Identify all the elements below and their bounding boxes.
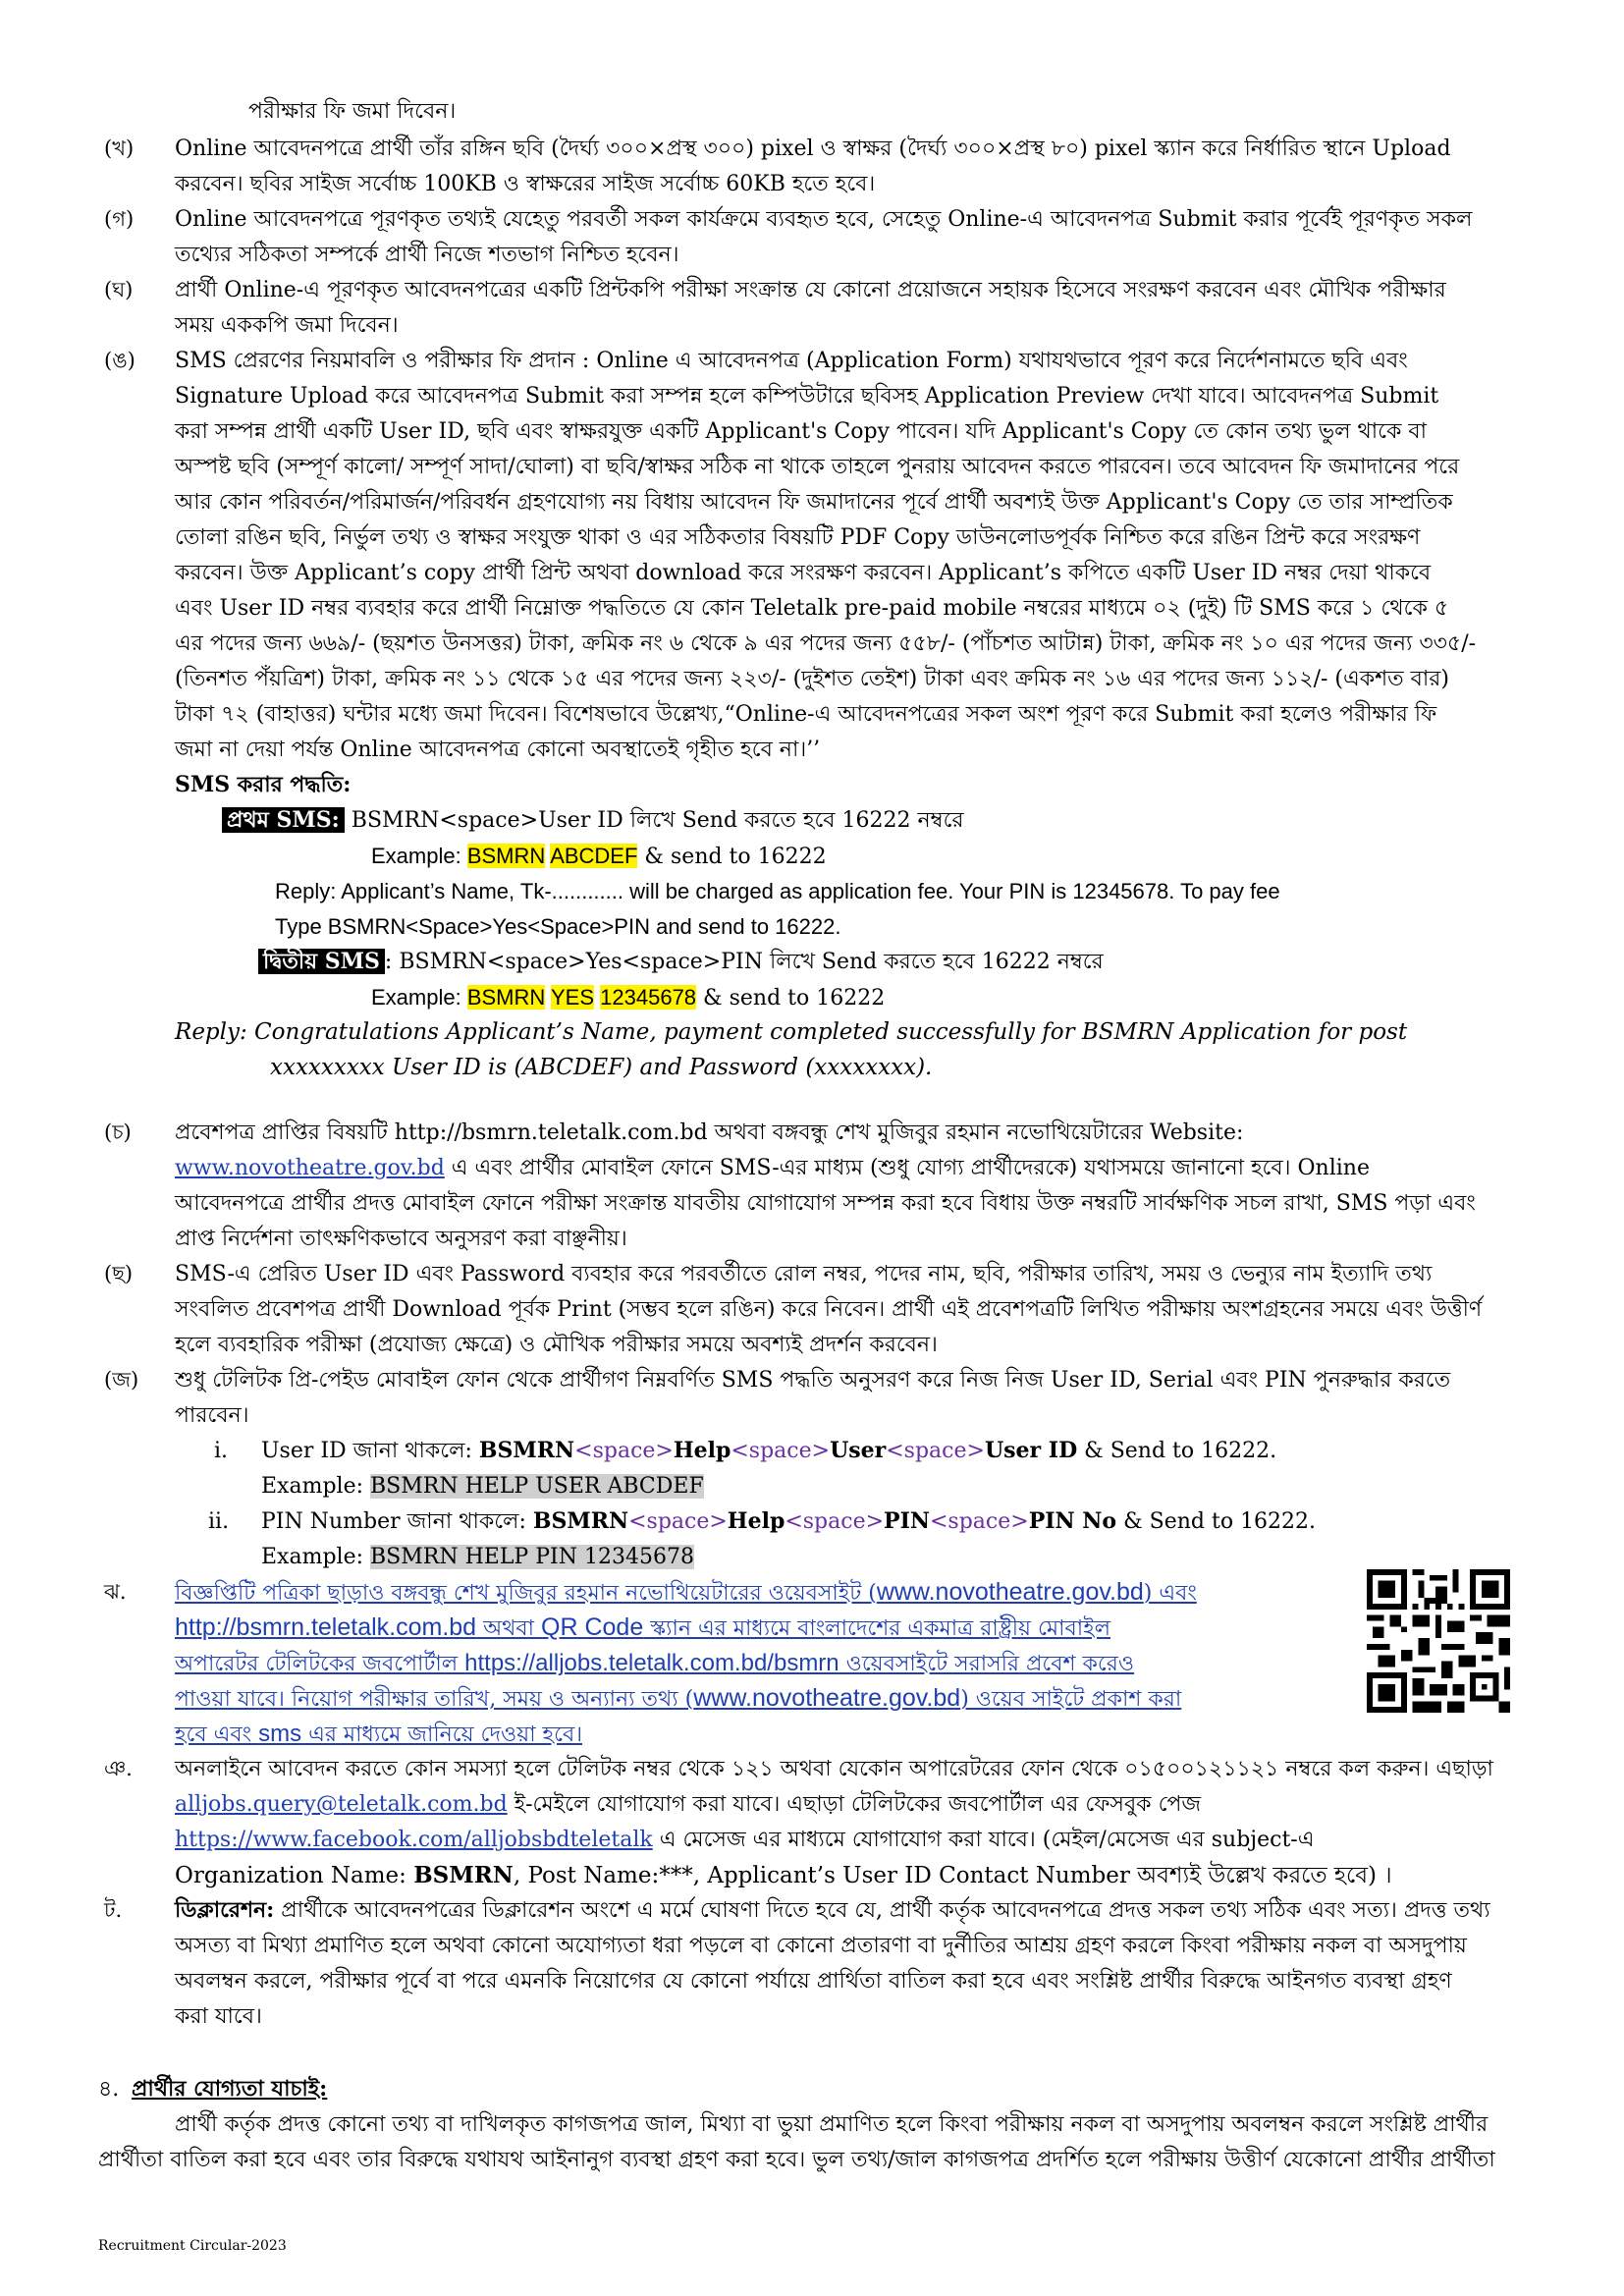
retrieve-user-id-text: User ID জানা থাকলে: xyxy=(261,1439,479,1463)
second-sms-reply-line-1: Reply: Congratulations Applicant’s Name, payment completed successfully for BSMRN Application for post xyxy=(175,1019,1408,1045)
item-jha-text: পাওয়া যাবে। নিয়োগ পরীক্ষার তারিখ, সময় ও অন্যান্য তথ্য ( xyxy=(175,1687,694,1712)
cmd-user: User xyxy=(830,1438,887,1463)
item-kha-line-1: Online আবেদনপত্রে প্রার্থী তাঁর রঙ্গিন ছবি (দৈর্ঘ্য ৩০০×প্রস্থ ৩০০) pixel ও স্বাক্ষর (দৈর্ঘ্য ৩০০×প্রস্থ ৮০) pixel স্ক্যান করে নির্ধারিত স্থানে Upload xyxy=(175,137,1451,161)
item-cha-line-2-text: এ এবং প্রার্থীর মোবাইল ফোনে SMS-এর মাধ্যম (শুধু যোগ্য প্রার্থীদেরকে) যথাসময়ে জানানো হবে। Online xyxy=(444,1156,1370,1180)
item-uma-line: (তিনশত পঁয়ত্রিশ) টাকা, ক্রমিক নং ১১ থেকে ১৫ এর পদের জন্য ২২৩/- (দুইশত তেইশ) টাকা এবং ক্রমিক নং ১৬ এর পদের জন্য ১১২/- (একশত বার) xyxy=(175,667,1449,691)
space-tag: <space> xyxy=(929,1509,1029,1534)
item-chha-line-2: সংবলিত প্রবেশপত্র প্রার্থী Download পূর্বক Print (সম্ভব হলে রঙিন) করে নিবেন। প্রার্থী এই প্রবেশপত্রটি লিখিত পরীক্ষায় অংশগ্রহনের সময়ে এবং উত্তীর্ণ xyxy=(175,1297,1483,1322)
item-jha-text: স্ক্যান এর মাধ্যমে বাংলাদেশের একমাত্র রাষ্ট্রীয় মোবাইল xyxy=(643,1616,1110,1641)
item-kha-line-2: করবেন। ছবির সাইজ সর্বোচ্চ 100KB ও স্বাক্ষরের সাইজ সর্বোচ্চ 60KB হতে হবে। xyxy=(175,172,876,196)
retrieve-user-id-line xyxy=(261,1434,1518,1468)
item-uma-line: করবেন। উক্ত Applicant’s copy প্রার্থী প্রিন্ট অথবা download করে সংরক্ষণ করবেন। Applicant’s কপিতে একটি User ID নম্বর দেয়া থাকবে xyxy=(175,561,1432,585)
list-number-i: i. xyxy=(214,1439,229,1463)
item-gha-line-1: প্রার্থী Online-এ পূরণকৃত আবেদনপত্রের একটি প্রিন্টকপি পরীক্ষা সংক্রান্ত যে কোনো প্রয়োজনে সহায়ক হিসেবে সংরক্ষণ করবেন এবং মৌখিক পরীক্ষার xyxy=(175,278,1446,302)
item-jha-text: অপারেটর টেলিটকের জবপোর্টাল xyxy=(175,1652,465,1676)
item-uma-line: এর পদের জন্য ৬৬৯/- (ছয়শত উনসত্তর) টাকা, ক্রমিক নং ৬ থেকে ৯ এর পদের জন্য ৫৫৮/- (পাঁচশত আটান্ন) টাকা, ক্রমিক নং ১০ এর পদের জন্য ৩৩৫/- xyxy=(175,631,1477,656)
item-uma-line: আর কোন পরিবর্তন/পরিমার্জন/পরিবর্ধন গ্রহণযোগ্য নয় বিধায় আবেদন ফি জমাদানের পূর্বে প্রার্থী অবশ্যই উক্ত Applicant's Copy তে তার সাম্প্রতিক xyxy=(175,490,1453,515)
item-jha-text: হবে এবং xyxy=(175,1722,259,1747)
item-nya-line-2 xyxy=(175,1787,1522,1822)
item-jha-line-5 xyxy=(175,1717,1353,1752)
item-ga-line-2: তথ্যের সঠিকতা সম্পর্কে প্রার্থী নিজে শতভাগ নিশ্চিত হবেন। xyxy=(175,243,679,267)
item-uma-line: এবং User ID নম্বর ব্যবহার করে প্রার্থী নিম্নোক্ত পদ্ধতিতে যে কোন Teletalk pre-paid mobile নম্বরের মাধ্যমে ০২ (দুই) টি SMS করে ১ থেকে ৫ xyxy=(175,596,1449,621)
item-ta-text: প্রার্থীকে আবেদনপত্রের ডিক্লারেশন অংশে এ মর্মে ঘোষণা দিতে হবে যে, প্রার্থী কর্তৃক আবেদনপত্রে প্রদত্ত সকল তথ্য সঠিক এবং সত্য। প্রদত্ত তথ্য xyxy=(274,1898,1490,1923)
first-sms-text: BSMRN<space>User ID লিখে Send করতে হবে 16222 নম্বরে xyxy=(344,808,964,833)
item-jha-line-4 xyxy=(175,1681,1353,1717)
space-tag: <space> xyxy=(731,1439,831,1463)
item-cha-line-1: প্রবেশপত্র প্রাপ্তির বিষয়টি http://bsmrn.teletalk.com.bd অথবা বঙ্গবন্ধু শেখ মুজিবুর রহমান নভোথিয়েটারের Website: xyxy=(175,1121,1244,1145)
item-chha-line-1: SMS-এ প্রেরিত User ID এবং Password ব্যবহার করে পরবর্তীতে রোল নম্বর, পদের নাম, ছবি, পরীক্ষার তারিখ, সময় ও ভেন্যুর নাম ইত্যাদি তথ্য xyxy=(175,1262,1433,1286)
example-label: Example: xyxy=(261,1545,370,1569)
item-nya-text: ই-মেইলে যোগাযোগ করা যাবে। এছাড়া টেলিটকের জবপোর্টাল এর ফেসবুক পেজ xyxy=(507,1792,1202,1817)
novotheatre-link[interactable]: www.novotheatre.gov.bd xyxy=(175,1156,445,1180)
example-yes: YES xyxy=(551,985,595,1010)
item-jha-line-3 xyxy=(175,1646,1353,1681)
retrieve-pin-line xyxy=(261,1504,1518,1539)
example-value: BSMRN HELP PIN 12345678 xyxy=(370,1545,694,1569)
item-jha-text: ) এবং xyxy=(1143,1581,1197,1606)
first-sms-reply-line-2: Type BSMRN<Space>Yes<Space>PIN and send to 16222. xyxy=(275,914,841,939)
example-label: Example: xyxy=(371,844,467,868)
first-sms-tag: প্রথম SMS: xyxy=(222,807,345,833)
item-nya-line-4 xyxy=(175,1858,1522,1893)
item-gha-line-2: সময় এককপি জমা দিবেন। xyxy=(175,313,399,338)
item-nya-text: এ মেসেজ এর মাধ্যমে যোগাযোগ করা যাবে। (মেইল/মেসেজ এর subject-এ xyxy=(652,1828,1315,1852)
item-ta-line-1 xyxy=(175,1893,1522,1928)
item-ta-line-2: অসত্য বা মিথ্যা প্রমাণিত হলে অথবা কোনো অযোগ্যতা ধরা পড়লে বা কোনো প্রতারণা বা দুর্নীতির আশ্রয় গ্রহণ করলে কিংবা পরীক্ষায় নকল বা অসদুপায় xyxy=(175,1934,1467,1958)
novotheatre-link[interactable]: www.novotheatre.gov.bd xyxy=(693,1684,961,1712)
item-uma-line: টাকা ৭২ (বাহাত্তর) ঘন্টার মধ্যে জমা দিবেন। বিশেষভাবে উল্লেখ্য,“Online-এ আবেদনপত্রের সকল অংশ পূরণ করে Submit করা হলেও পরীক্ষার ফি xyxy=(175,702,1437,727)
qr-code-text: QR Code xyxy=(541,1613,644,1641)
item-ja-line-1: শুধু টেলিটক প্রি-পেইড মোবাইল ফোন থেকে প্রার্থীগণ নিম্নবর্ণিত SMS পদ্ধতি অনুসরণ করে নিজ নিজ User ID, Serial এবং PIN পুনরুদ্ধার করতে xyxy=(175,1368,1451,1393)
cmd-help: Help xyxy=(673,1438,731,1463)
example-keyword: BSMRN xyxy=(466,844,546,868)
section-heading: প্রার্থীর যোগ্যতা যাচাই: xyxy=(132,2076,328,2102)
page-footer: Recruitment Circular-2023 xyxy=(98,2238,287,2254)
item-label-uma: (ঙ) xyxy=(104,349,135,372)
item-uma-line: করা সম্পন্ন প্রার্থী একটি User ID, ছবি এবং স্বাক্ষরযুক্ত একটি Applicant's Copy পাবেন। যদি Applicant's Copy তে কোন তথ্য ভুল থাকে বা xyxy=(175,419,1428,444)
list-number-ii: ii. xyxy=(208,1509,230,1534)
item-label-cha: (চ) xyxy=(104,1121,132,1144)
cmd-help: Help xyxy=(727,1508,785,1534)
item-ta-line-3: অবলম্বন করলে, পরীক্ষার পূর্বে বা পরে এমনকি নিয়োগের যে কোনো পর্যায়ে প্রার্থিতা বাতিল করা হবে এবং সংশ্লিষ্ট প্রার্থীর বিরুদ্ধে আইনগত ব্যবস্থা গ্রহণ xyxy=(175,1969,1452,1994)
item-label-kha: (খ) xyxy=(104,137,135,160)
item-uma-line: SMS প্রেরণের নিয়মাবলি ও পরীক্ষার ফি প্রদান : Online এ আবেদনপত্র (Application Form) যথাযথভাবে পূরণ করে নির্দেশনামতে ছবি এবং xyxy=(175,349,1408,373)
teletalk-bsmrn-link[interactable]: http://bsmrn.teletalk.com.bd xyxy=(175,1613,477,1641)
second-sms-text: : BSMRN<space>Yes<space>PIN লিখে Send করতে হবে 16222 নম্বরে xyxy=(384,950,1104,974)
example-tail: & send to 16222 xyxy=(637,845,827,869)
item-uma-line: অস্পষ্ট ছবি (সম্পূর্ণ কালো/ সম্পূর্ণ সাদা/ঘোলা) বা ছবি/স্বাক্ষর সঠিক না থাকে তাহলে পুনরায় আবেদন করতে পারবেন। তবে আবেদন ফি জমাদানের পরে xyxy=(175,455,1460,479)
section-4-line-2: প্রার্থীতা বাতিল করা হবে এবং তার বিরুদ্ধে যথাযথ আইনানুগ ব্যবস্থা গ্রহণ করা হবে। ভুল তথ্য/জাল কাগজপত্র প্রদর্শিত হলে পরীক্ষায় উত্তীর্ণ যেকোনো প্রার্থীর প্রার্থীতা xyxy=(98,2148,1495,2172)
second-sms-example xyxy=(371,980,1624,1015)
space-tag: <space> xyxy=(886,1439,985,1463)
qr-code-image[interactable] xyxy=(1367,1569,1510,1713)
item-jha-text: ওয়েবসাইটে সরাসরি প্রবেশ করেও xyxy=(839,1652,1135,1676)
section-number: ৪. xyxy=(98,2077,120,2102)
example-label: Example: xyxy=(371,985,467,1010)
space-tag: <space> xyxy=(785,1509,885,1534)
space-tag: <space> xyxy=(574,1439,674,1463)
first-sms-example xyxy=(371,839,1624,874)
second-sms-tag: দ্বিতীয় SMS xyxy=(258,949,385,974)
item-uma-line: Signature Upload করে আবেদনপত্র Submit করা সম্পন্ন হলে কম্পিউটারে ছবিসহ Application Preview দেখা যাবে। আবেদনপত্র Submit xyxy=(175,384,1439,409)
example-tail: & send to 16222 xyxy=(696,986,886,1011)
item-ta-line-4: করা যাবে। xyxy=(175,2004,262,2029)
item-nya-text: Organization Name: xyxy=(175,1863,414,1888)
cmd-keyword: BSMRN xyxy=(532,1508,629,1534)
example-label: Example: xyxy=(261,1474,370,1499)
cmd-tail: & Send to 16222. xyxy=(1116,1509,1317,1534)
item-cha-line-2 xyxy=(175,1151,1522,1185)
sms-method-heading: SMS করার পদ্ধতি: xyxy=(175,772,352,797)
alljobs-bsmrn-link[interactable]: https://alljobs.teletalk.com.bd/bsmrn xyxy=(464,1650,839,1676)
item-nya-line-1: অনলাইনে আবেদন করতে কোন সমস্যা হলে টেলিটক নম্বর থেকে ১২১ অথবা যেকোন অপারেটরের ফোন থেকে ০১৫০০১২১১২১ নম্বরে কল করুন। এছাড়া xyxy=(175,1757,1493,1781)
item-jha-line-2 xyxy=(175,1611,1353,1646)
example-value: BSMRN HELP USER ABCDEF xyxy=(370,1474,704,1499)
second-sms-line xyxy=(258,945,1605,979)
facebook-link[interactable]: https://www.facebook.com/alljobsbdteletalk xyxy=(175,1828,653,1852)
item-cha-line-3: আবেদনপত্রে প্রার্থীর প্রদত্ত মোবাইল ফোনে পরীক্ষা সংক্রান্ত যাবতীয় যোগাযোগ সম্পন্ন করা হবে বিধায় উক্ত নম্বরটি সার্বক্ষণিক সচল রাখা, SMS পড়া এবং xyxy=(175,1191,1476,1216)
section-4-line-1: প্রার্থী কর্তৃক প্রদত্ত কোনো তথ্য বা দাখিলকৃত কাগজপত্র জাল, মিথ্যা বা ভুয়া প্রমাণিত হলে কিংবা পরীক্ষায় নকল বা অসদুপায় অবলম্বন করলে সংশ্লিষ্ট প্রার্থীর xyxy=(175,2112,1489,2137)
item-nya-text: , Post Name:***, Applicant’s User ID Contact Number অবশ্যই উল্লেখ করতে হবে) । xyxy=(513,1863,1392,1888)
second-sms-reply-line-2: xxxxxxxxx User ID is (ABCDEF) and Password (xxxxxxxx). xyxy=(270,1055,933,1080)
item-label-gha: (ঘ) xyxy=(104,278,134,301)
novotheatre-link[interactable]: www.novotheatre.gov.bd xyxy=(876,1578,1144,1606)
item-label-nya: ঞ. xyxy=(104,1757,133,1780)
item-label-jha: ঝ. xyxy=(104,1580,127,1604)
item-label-ta: ট. xyxy=(104,1898,123,1922)
item-cha-line-4: প্রাপ্ত নির্দেশনা তাৎক্ষণিকভাবে অনুসরণ করা বাঞ্ছনীয়। xyxy=(175,1227,627,1251)
item-uma-line: জমা না দেয়া পর্যন্ত Online আবেদনপত্র কোনো অবস্থাতেই গৃহীত হবে না।’’ xyxy=(175,738,821,762)
retrieve-user-id-example xyxy=(261,1469,1608,1503)
item-label-ja: (জ) xyxy=(104,1368,139,1392)
example-keyword: BSMRN xyxy=(466,985,546,1010)
first-sms-reply-line-1: Reply: Applicant’s Name, Tk-............ will be charged as application fee. Your PIN is 12345678. To pay fee xyxy=(275,879,1280,903)
example-pin: 12345678 xyxy=(600,985,697,1010)
cmd-keyword: BSMRN xyxy=(478,1438,575,1463)
item-jha-text: ) ওয়েব সাইটে প্রকাশ করা xyxy=(960,1687,1182,1712)
item-chha-line-3: হলে ব্যবহারিক পরীক্ষা (প্রযোজ্য ক্ষেত্রে) ও মৌখিক পরীক্ষার সময়ে অবশ্যই প্রদর্শন করবেন। xyxy=(175,1333,938,1357)
org-name: BSMRN xyxy=(413,1862,514,1888)
declaration-heading: ডিক্লারেশন: xyxy=(175,1897,275,1923)
item-label-chha: (ছ) xyxy=(104,1262,134,1285)
item-ja-line-2: পারবেন। xyxy=(175,1403,249,1428)
space-tag: <space> xyxy=(628,1509,728,1534)
example-user-id: ABCDEF xyxy=(550,844,638,868)
continuation-line: পরীক্ষার ফি জমা দিবেন। xyxy=(248,99,457,124)
cmd-user-id: User ID xyxy=(984,1438,1078,1463)
item-ga-line-1: Online আবেদনপত্রে পূরণকৃত তথ্যই যেহেতু পরবর্তী সকল কার্যক্রমে ব্যবহৃত হবে, সেহেতু Online-এ আবেদনপত্র Submit করার পূর্বেই পূরণকৃত সকল xyxy=(175,207,1473,232)
cmd-tail: & Send to 16222. xyxy=(1077,1439,1277,1463)
sms-text: sms xyxy=(258,1721,302,1747)
item-nya-line-3 xyxy=(175,1823,1522,1857)
item-jha-text: এর মাধ্যমে জানিয়ে দেওয়া হবে। xyxy=(301,1722,583,1747)
cmd-pin: PIN xyxy=(884,1508,930,1534)
item-jha-text: বিজ্ঞপ্তিটি পত্রিকা ছাড়াও বঙ্গবন্ধু শেখ মুজিবুর রহমান নভোথিয়েটারের ওয়েবসাইট ( xyxy=(175,1581,877,1606)
first-sms-line xyxy=(222,803,1569,838)
item-label-ga: (গ) xyxy=(104,207,135,231)
item-jha-line-1 xyxy=(175,1575,1353,1611)
query-email-link[interactable]: alljobs.query@teletalk.com.bd xyxy=(175,1792,508,1817)
item-jha-text: অথবা xyxy=(476,1616,542,1641)
retrieve-pin-text: PIN Number জানা থাকলে: xyxy=(261,1509,533,1534)
cmd-pin-no: PIN No xyxy=(1028,1508,1117,1534)
item-uma-line: তোলা রঙিন ছবি, নির্ভুল তথ্য ও স্বাক্ষর সংযুক্ত থাকা ও এর সঠিকতার বিষয়টি PDF Copy ডাউনলোডপূর্বক নিশ্চিত করে রঙিন প্রিন্ট করে সংরক্ষণ xyxy=(175,525,1421,550)
